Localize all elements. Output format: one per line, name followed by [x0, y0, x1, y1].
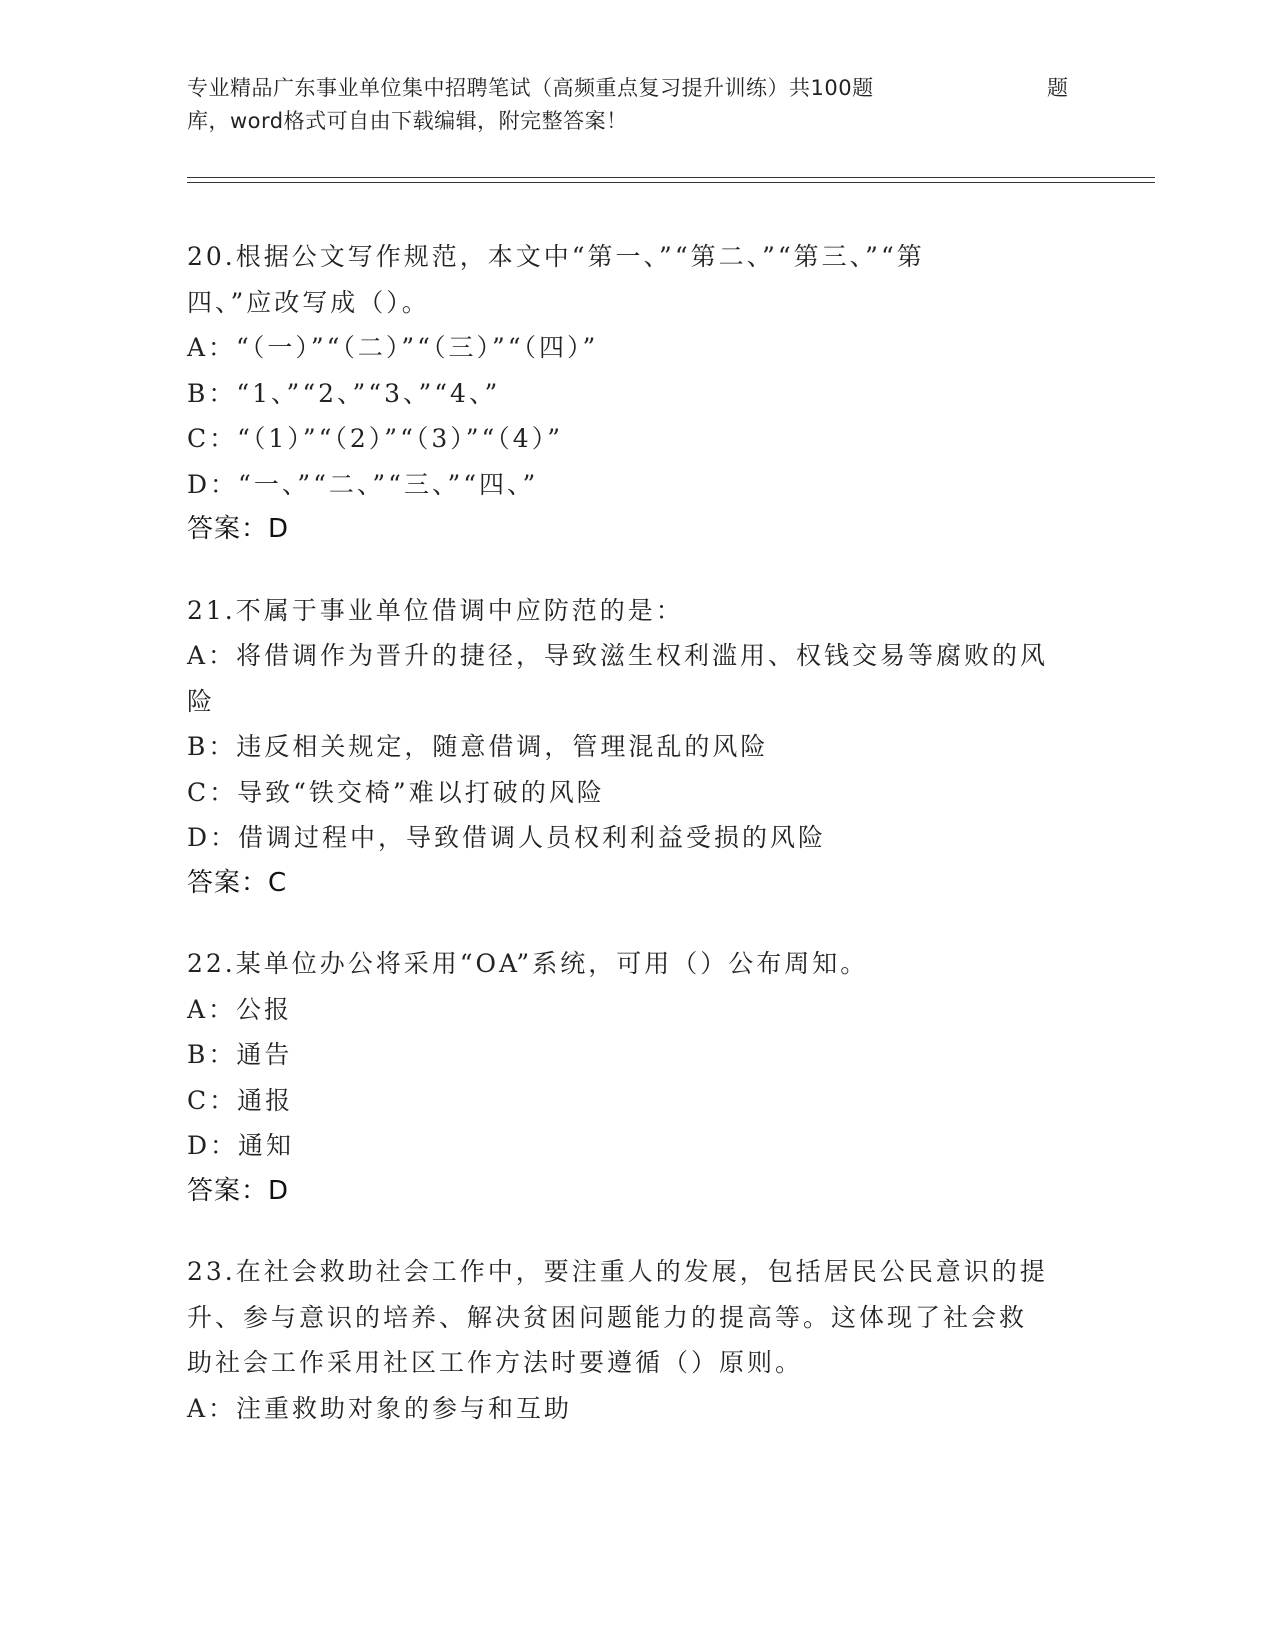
question-text: 22.某单位办公将采用“OA”系统，可用（）公布周知。 [187, 949, 869, 978]
question-text: 20.根据公文写作规范，本文中“第一、”“第二、”“第三、”“第 [187, 242, 925, 271]
answer-option: C：通报 [187, 1085, 294, 1115]
answer-option: A：将借调作为晋升的捷径，导致滋生权利滥用、权钱交易等腐败的风 [187, 641, 1049, 670]
header-rule-top [187, 177, 1155, 178]
answer-option: B：“1、”“2、”“3、”“4、” [187, 378, 501, 408]
answer-option: A：公报 [187, 994, 293, 1024]
header-line-1-tail: 题 [1047, 76, 1069, 100]
header-line-1-text: 专业精品广东事业单位集中招聘笔试（高频重点复习提升训练）共100题 [187, 76, 874, 100]
question-block [187, 941, 1087, 1214]
question-list [187, 234, 1087, 1466]
correct-answer: 答案：D [187, 514, 290, 544]
correct-answer: 答案：D [187, 1175, 290, 1206]
question-text: 助社会工作采用社区工作方法时要遵循（）原则。 [187, 1348, 804, 1377]
question-text: 23.在社会救助社会工作中，要注重人的发展，包括居民公民意识的提 [187, 1257, 1048, 1286]
question-block [187, 1249, 1087, 1431]
answer-option: A：“（一）”“（二）”“（三）”“（四）” [187, 333, 599, 362]
answer-option: C：“（1）”“（2）”“（3）”“（4）” [187, 424, 563, 453]
question-block [187, 588, 1087, 907]
question-text: 四、”应改写成（）。 [187, 287, 430, 317]
answer-option: D：“一、”“二、”“三、”“四、” [187, 469, 539, 499]
question-text: 升、参与意识的培养、解决贫困问题能力的提高等。这体现了社会救 [187, 1302, 1028, 1332]
header-line-1 [187, 72, 1087, 105]
header-line-2: 库，word格式可自由下载编辑，附完整答案！ [187, 109, 628, 133]
answer-option: B：通告 [187, 1040, 293, 1069]
question-text: 21.不属于事业单位借调中应防范的是： [187, 595, 684, 625]
page-header [187, 72, 1087, 138]
answer-option: 险 [187, 686, 216, 716]
answer-option: B：违反相关规定，随意借调，管理混乱的风险 [187, 732, 769, 761]
answer-option: C：导致“铁交椅”难以打破的风险 [187, 777, 605, 807]
correct-answer: 答案：C [187, 867, 288, 898]
answer-option: D：通知 [187, 1131, 295, 1160]
question-block [187, 234, 1087, 553]
header-rule-bottom [187, 182, 1155, 183]
answer-option: D：借调过程中，导致借调人员权利利益受损的风险 [187, 823, 827, 852]
answer-option: A：注重救助对象的参与和互助 [187, 1393, 573, 1423]
